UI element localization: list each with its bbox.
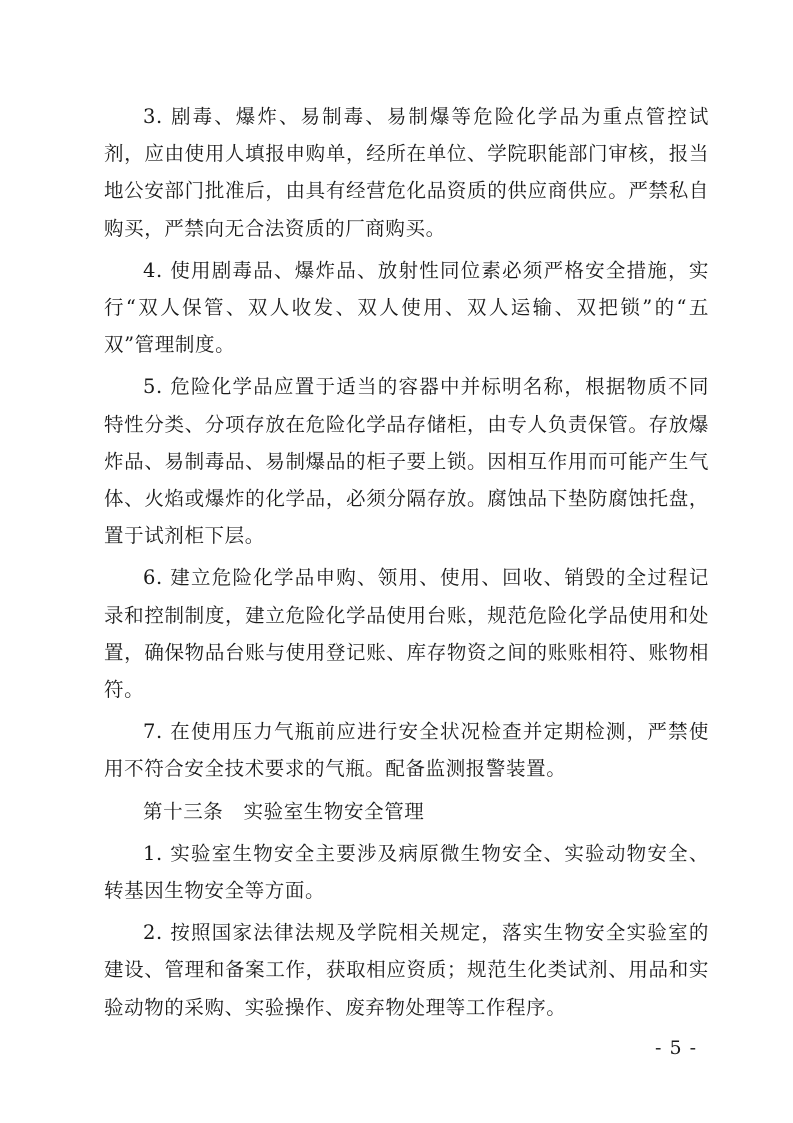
section-heading: 第十三条 实验室生物安全管理	[143, 799, 425, 823]
paragraph-item-6: 6. 建立危险化学品申购、领用、使用、回收、销毁的全过程记录和控制制度，建立危险化学品使用台账，规范危险化学品使用和处置，确保物品台账与使用登记账、库存物资之间的账账相符、账物相符。	[104, 566, 709, 702]
page-number: - 5 -	[654, 1037, 697, 1059]
section-paragraph-1: 1. 实验室生物安全主要涉及病原微生物安全、实验动物安全、转基因生物安全等方面。	[104, 841, 709, 903]
page-content	[104, 98, 709, 1031]
section-paragraph-2: 2. 按照国家法律法规及学院相关规定，落实生物安全实验室的建设、管理和备案工作，获取相应资质；规范生化类试剂、用品和实验动物的采购、实验操作、废弃物处理等工作程序。	[104, 921, 709, 1019]
paragraph-item-7: 7. 在使用压力气瓶前应进行安全状况检查并定期检测，严禁使用不符合安全技术要求的气瓶。配备监测报警装置。	[104, 720, 709, 781]
paragraph-item-5: 5. 危险化学品应置于适当的容器中并标明名称，根据物质不同特性分类、分项存放在危险化学品存储柜，由专人负责保管。存放爆炸品、易制毒品、易制爆品的柜子要上锁。因相互作用而可能产生气体、火焰或爆炸的化学品，必须分隔存放。腐蚀品下垫防腐蚀托盘，置于试剂柜下层。	[104, 375, 709, 548]
paragraph-item-3: 3. 剧毒、爆炸、易制毒、易制爆等危险化学品为重点管控试剂，应由使用人填报申购单，经所在单位、学院职能部门审核，报当地公安部门批准后，由具有经营危化品资质的供应商供应。严禁私自购买，严禁向无合法资质的厂商购买。	[104, 105, 709, 240]
paragraph-item-4: 4. 使用剧毒品、爆炸品、放射性同位素必须严格安全措施，实行“双人保管、双人收发、双人使用、双人运输、双把锁”的“五双”管理制度。	[104, 258, 709, 357]
